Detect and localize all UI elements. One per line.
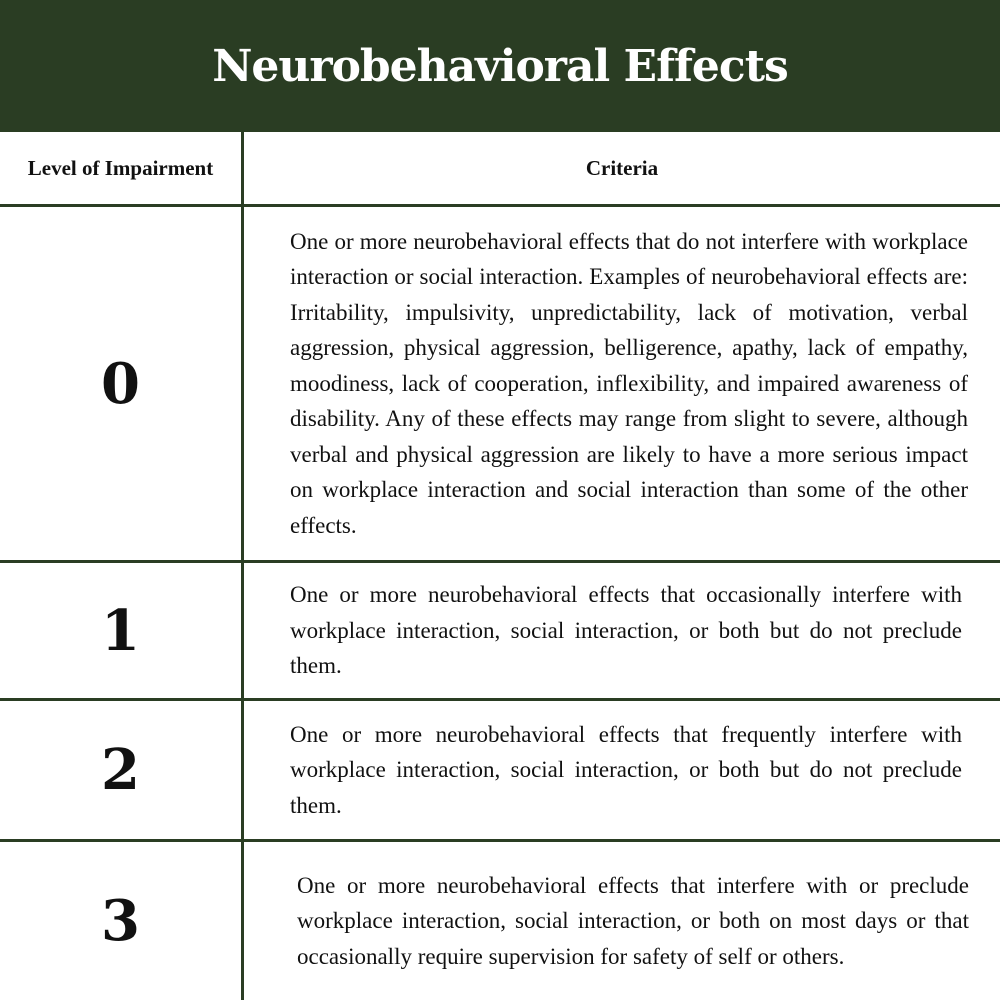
title-banner (0, 0, 1000, 132)
table-row-level-cell (0, 842, 241, 1000)
table-row-level-cell (0, 563, 241, 698)
header-criteria-label: Criteria (585, 155, 659, 180)
table-row-level-cell (0, 701, 241, 839)
impairment-table (0, 132, 1000, 1000)
header-criteria-cell (244, 132, 1000, 204)
table-row-level-cell (0, 207, 241, 560)
criteria-text: One or more neurobehavioral effects that occasionally interfere with workplace interaction, social interaction, or both but do not preclude them. (290, 582, 962, 679)
criteria-text: One or more neurobehavioral effects that interfere with or preclude workplace interaction, social interaction, or both on most days or that occasionally require supervision for safety of self or others. (297, 872, 969, 969)
header-level-label: Level of Impairment (27, 155, 214, 180)
page-title: Neurobehavioral Effects (212, 40, 788, 92)
impairment-level: 3 (101, 888, 140, 954)
table-row-criteria-cell (244, 207, 1000, 560)
criteria-text: One or more neurobehavioral effects that frequently interfere with workplace interaction, social interaction, or both but do not preclude them. (290, 721, 962, 818)
impairment-level: 0 (101, 350, 140, 417)
criteria-text: One or more neurobehavioral effects that do not interfere with workplace interaction or social interaction. Examples of neurobehavioral effects are: Irritability, impulsivity, unpredictability, lack of motivation, verbal aggression, physical aggression, belligerence, apathy, lack of empathy, moodiness, lack of cooperation, inflexibility, and impaired awareness of disability. Any of these effects may range from slight to severe, although verbal and physical aggression are likely to have a more serious impact on workplace interaction and social interaction than some of the other effects. (290, 228, 968, 538)
table-row-criteria-cell (244, 563, 1000, 698)
table-row-criteria-cell (244, 701, 1000, 839)
impairment-level: 2 (101, 737, 140, 803)
impairment-level: 1 (101, 597, 140, 664)
table-row-criteria-cell (244, 842, 1000, 1000)
header-level-cell (0, 132, 241, 204)
